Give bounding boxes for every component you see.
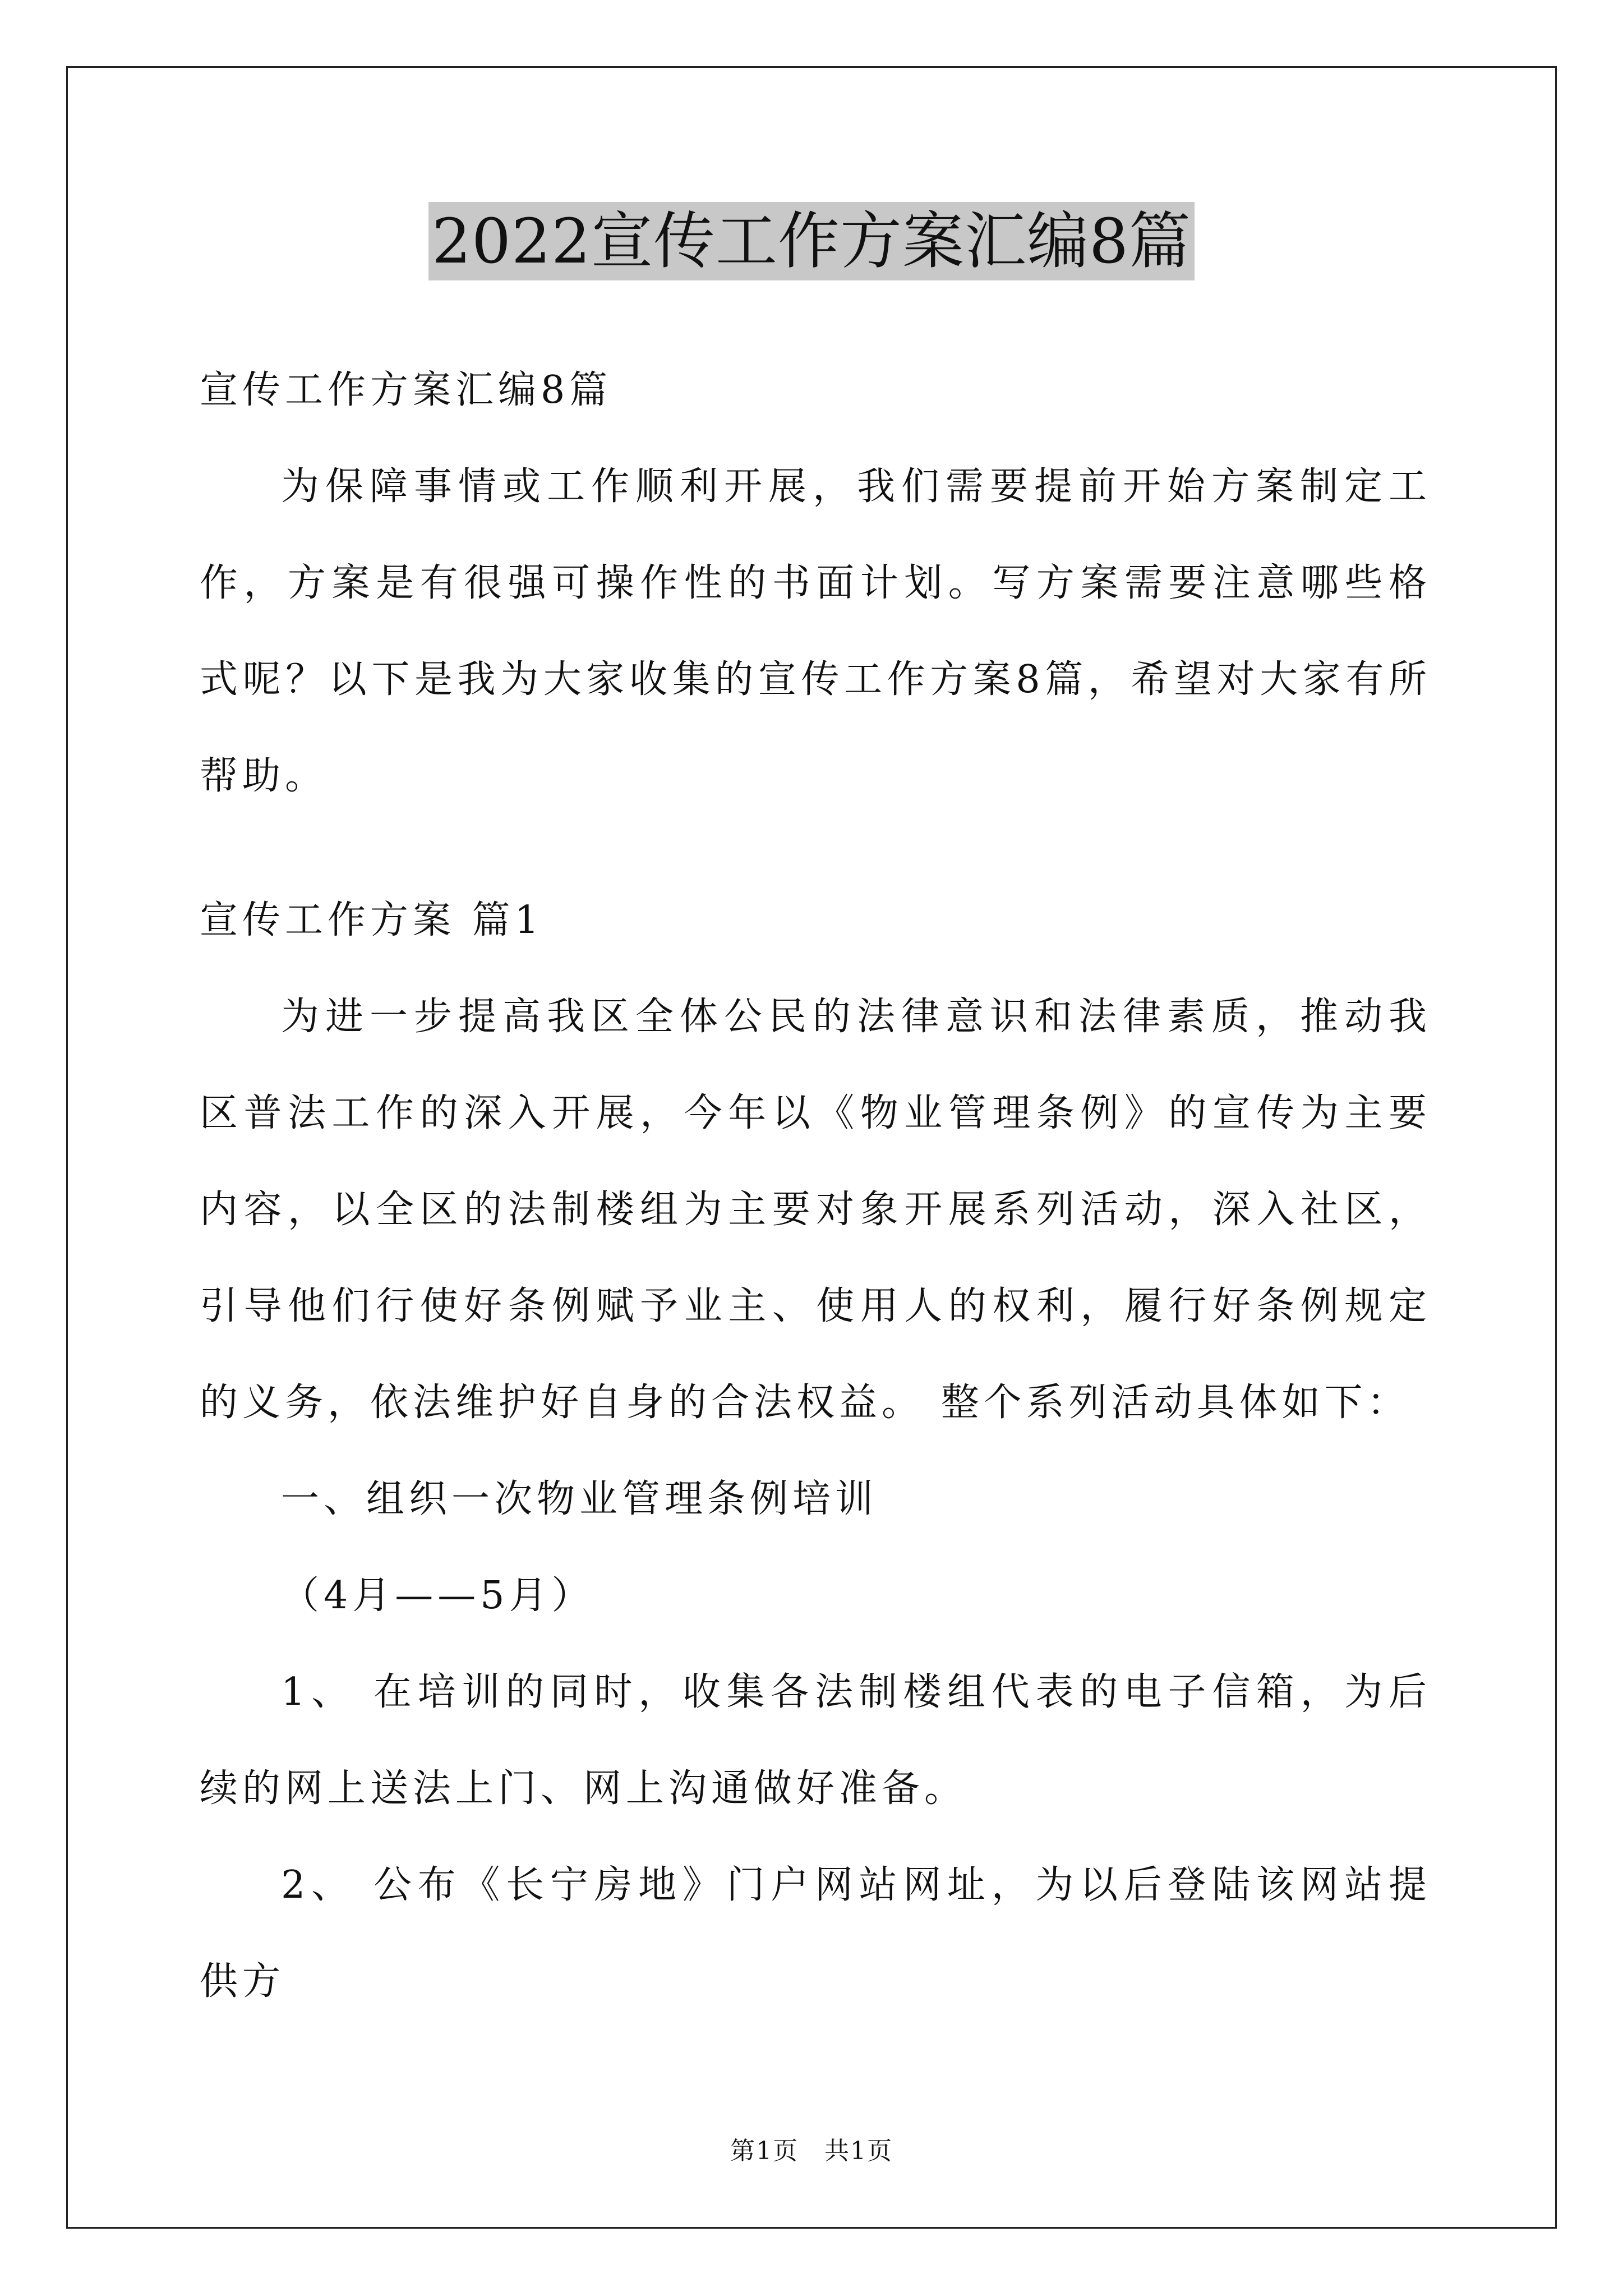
document-title: 2022宣传工作方案汇编8篇 — [428, 202, 1195, 280]
title-container — [0, 202, 1623, 280]
point-1: 1、 在培训的同时，收集各法制楼组代表的电子信箱，为后续的网上送法上门、网上沟通做好准备。 — [200, 1670, 1431, 1811]
section-1 — [200, 872, 1431, 2030]
section-1-paragraph: 为进一步提高我区全体公民的法律意识和法律素质，推动我区普法工作的深入开展，今年以《物业管理条例》的宣传为主要内容，以全区的法制楼组为主要对象开展系列活动，深入社区，引导他们行使好条例赋予业主、使用人的权利，履行好条例规定的义务，依法维护好自身的合法权益。 整个系列活动具体如下： — [200, 995, 1431, 1425]
intro-paragraph: 为保障事情或工作顺利开展，我们需要提前开始方案制定工作，方案是有很强可操作性的书面计划。写方案需要注意哪些格式呢？以下是我为大家收集的宣传工作方案8篇，希望对大家有所帮助。 — [200, 464, 1431, 798]
document-subtitle: 宣传工作方案汇编8篇 — [200, 368, 612, 412]
item-one-heading: 一、组织一次物业管理条例培训 — [281, 1477, 878, 1521]
item-one-date: （4月——5月） — [281, 1573, 594, 1618]
section-1-heading: 宣传工作方案 篇1 — [200, 898, 543, 942]
point-2: 2、 公布《长宁房地》门户网站网址，为以后登陆该网站提供方 — [200, 1863, 1431, 2004]
page-footer: 第1页 共1页 — [730, 2137, 893, 2165]
document-body — [200, 342, 1431, 825]
